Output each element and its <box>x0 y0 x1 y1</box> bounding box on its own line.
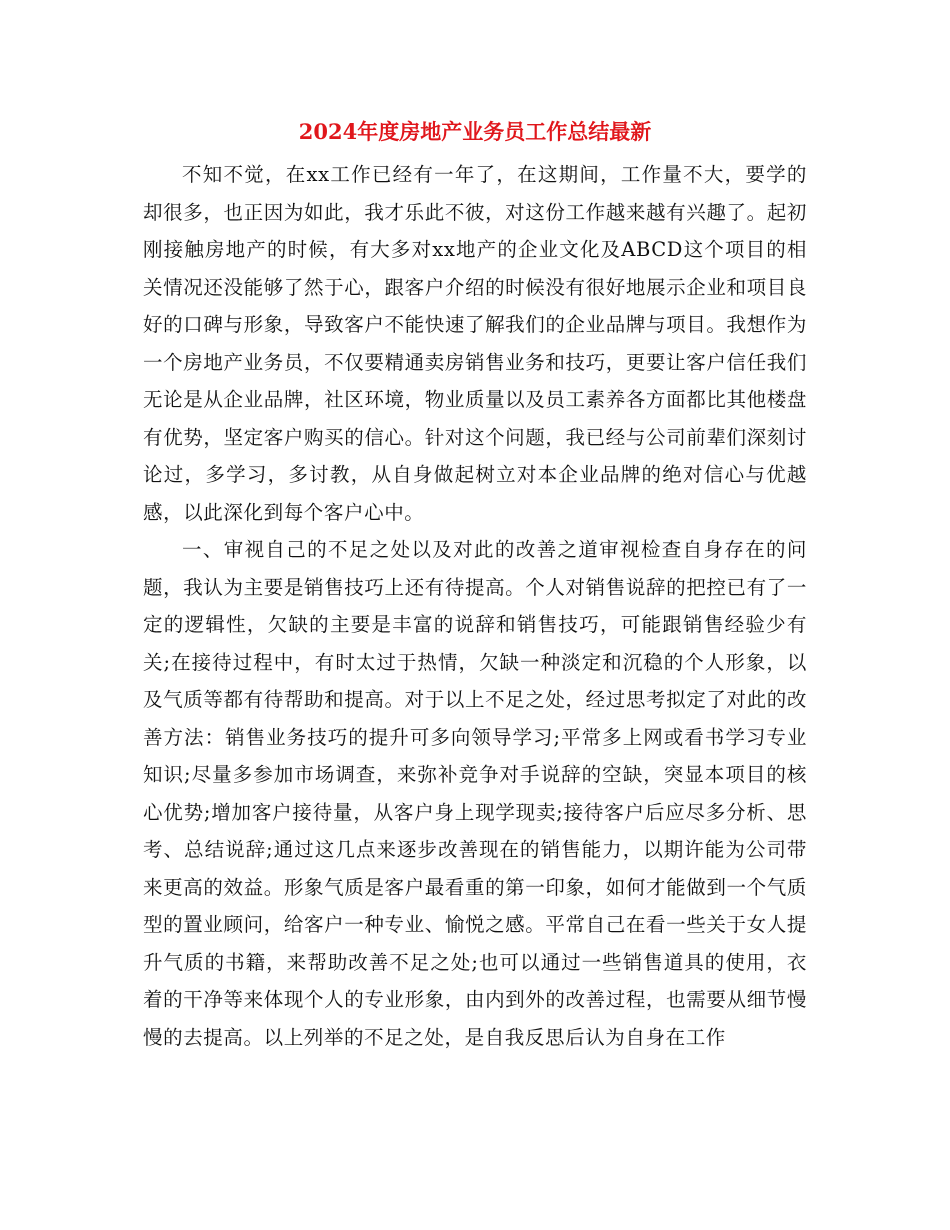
document-title: 2024年度房地产业务员工作总结最新 <box>298 119 652 144</box>
paragraph-intro: 不知不觉，在xx工作已经有一年了，在这期间，工作量不大，要学的却很多，也正因为如此，我才乐此不彼，对这份工作越来越有兴趣了。起初刚接触房地产的时候，有大多对xx地产的企业文化及ABCD这个项目的相关情况还没能够了然于心，跟客户介绍的时候没有很好地展示企业和项目良好的口碑与形象，导致客户不能快速了解我们的企业品牌与项目。我想作为一个房地产业务员，不仅要精通卖房销售业务和技巧，更要让客户信任我们无论是从企业品牌，社区环境，物业质量以及员工素养各方面都比其他楼盘有优势，坚定客户购买的信心。针对这个问题，我已经与公司前辈们深刻讨论过，多学习，多讨教，从自身做起树立对本企业品牌的绝对信心与优越感，以此深化到每个客户心中。 <box>143 163 807 524</box>
document-body <box>143 156 807 1056</box>
paragraph-section-one: 一、审视自己的不足之处以及对此的改善之道审视检查自身存在的问题，我认为主要是销售技巧上还有待提高。个人对销售说辞的把控已有了一定的逻辑性，欠缺的主要是丰富的说辞和销售技巧，可能跟销售经验少有关;在接待过程中，有时太过于热情，欠缺一种淡定和沉稳的个人形象，以及气质等都有待帮助和提高。对于以上不足之处，经过思考拟定了对此的改善方法：销售业务技巧的提升可多向领导学习;平常多上网或看书学习专业知识;尽量多参加市场调查，来弥补竞争对手说辞的空缺，突显本项目的核心优势;增加客户接待量，从客户身上现学现卖;接待客户后应尽多分析、思考、总结说辞;通过这几点来逐步改善现在的销售能力，以期许能为公司带来更高的效益。形象气质是客户最看重的第一印象，如何才能做到一个气质型的置业顾问，给客户一种专业、愉悦之感。平常自己在看一些关于女人提升气质的书籍，来帮助改善不足之处;也可以通过一些销售道具的使用，衣着的干净等来体现个人的专业形象，由内到外的改善过程，也需要从细节慢慢的去提高。以上列举的不足之处，是自我反思后认为自身在工作 <box>143 538 807 1049</box>
